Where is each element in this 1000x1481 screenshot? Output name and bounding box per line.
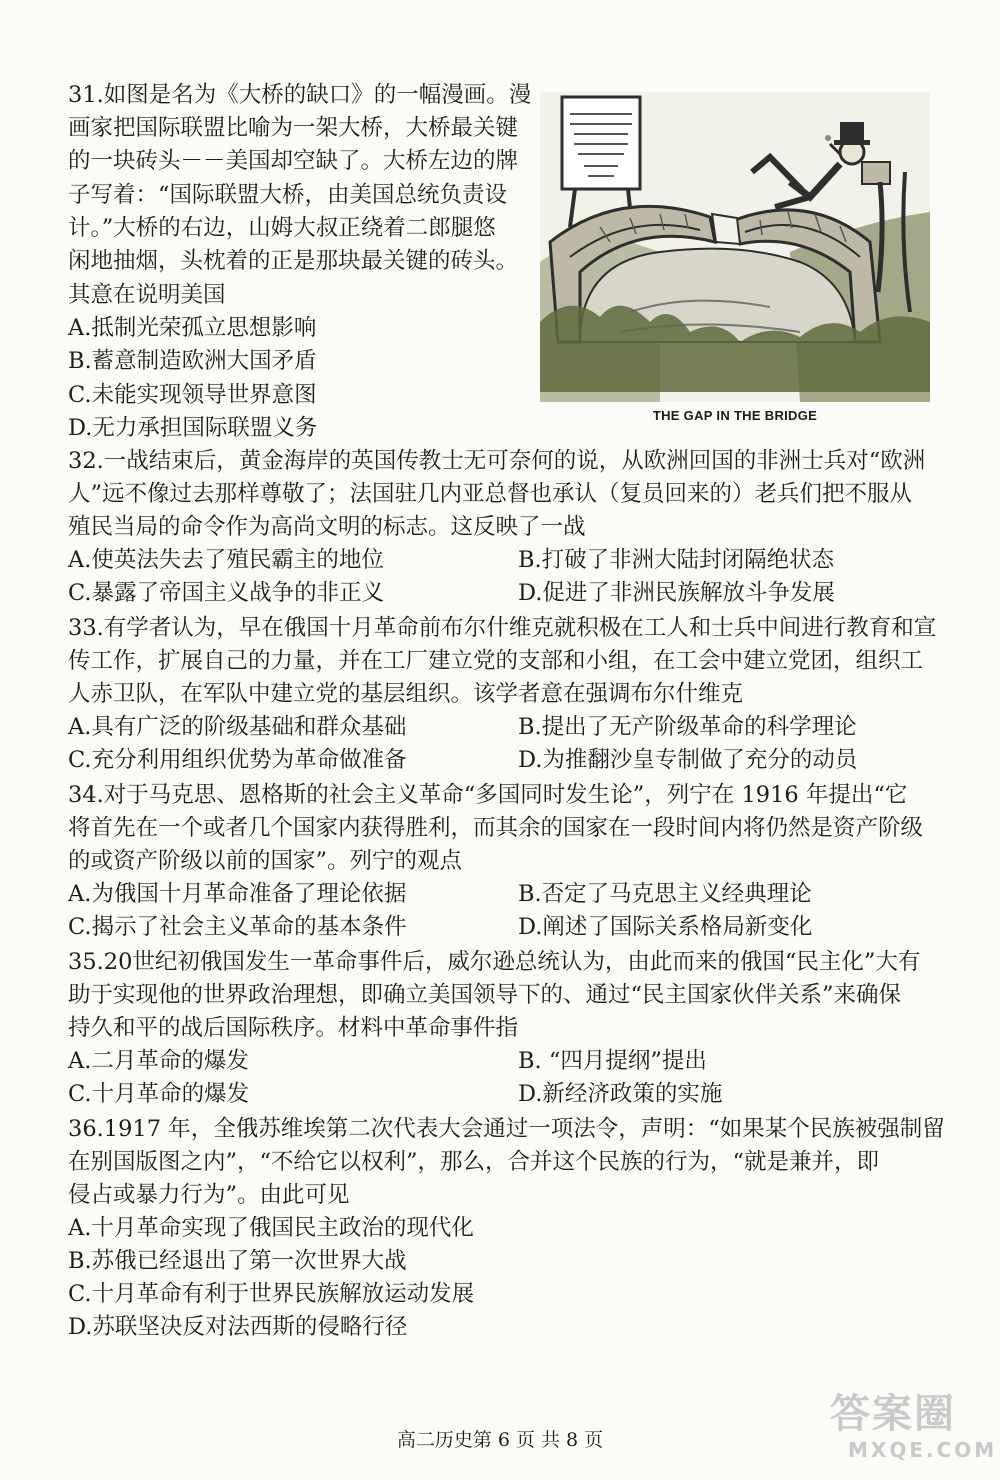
option-a: A.为俄国十月革命准备了理论依据 bbox=[68, 881, 407, 907]
option-d: D.促进了非洲民族解放斗争发展 bbox=[518, 580, 835, 606]
cartoon-gap-in-bridge bbox=[540, 92, 930, 437]
question-stem-line: 传工作，扩展自己的力量，并在工厂建立党的支部和小组，在工会中建立党团，组织工 bbox=[68, 648, 924, 674]
option-row bbox=[68, 1079, 723, 1109]
option-row bbox=[68, 712, 857, 742]
question-stem-line: 的或资产阶级以前的国家”。列宁的观点 bbox=[68, 848, 463, 874]
watermark-logo-text: 答案圈 bbox=[830, 1391, 956, 1437]
option-c: C.揭示了社会主义革命的基本条件 bbox=[68, 914, 407, 940]
question-stem-line: 子写着：“国际联盟大桥，由美国总统负责设 bbox=[68, 182, 508, 208]
option-b: B.否定了马克思主义经典理论 bbox=[518, 881, 812, 907]
question-stem-line: 助于实现他的世界政治理想，即确立美国领导下的、通过“民主国家伙伴关系”来确保 bbox=[68, 982, 902, 1008]
question-stem-line: 侵占或暴力行为”。由此可见 bbox=[68, 1182, 350, 1208]
option-a: A.抵制光荣孤立思想影响 bbox=[68, 315, 317, 341]
question-stem-line: 其意在说明美国 bbox=[68, 282, 226, 308]
question-stem-line: 35.20世纪初俄国发生一革命事件后，威尔逊总统认为，由此而来的俄国“民主化”大有 bbox=[68, 949, 921, 975]
question-stem-line: 33.有学者认为，早在俄国十月革命前布尔什维克就积极在工人和士兵中间进行教育和宣 bbox=[68, 615, 937, 641]
question-stem-line: 人”远不像过去那样尊敬了；法国驻几内亚总督也承认（复员回来的）老兵们把不服从 bbox=[68, 481, 913, 507]
option-row bbox=[68, 578, 835, 608]
option-c: C.未能实现领导世界意图 bbox=[68, 382, 317, 408]
option-b: B.蓄意制造欧洲大国矛盾 bbox=[68, 348, 317, 374]
cartoon-caption: THE GAP IN THE BRIDGE bbox=[652, 408, 818, 423]
option-c: C.充分利用组织优势为革命做准备 bbox=[68, 747, 407, 773]
option-b: B.提出了无产阶级革命的科学理论 bbox=[518, 714, 857, 740]
option-a: A.具有广泛的阶级基础和群众基础 bbox=[68, 714, 407, 740]
cartoon-illustration bbox=[540, 92, 930, 402]
option-c: C.暴露了帝国主义战争的非正义 bbox=[68, 580, 385, 606]
option-d: D.无力承担国际联盟义务 bbox=[68, 415, 318, 441]
option-a: A.十月革命实现了俄国民主政治的现代化 bbox=[68, 1215, 474, 1241]
option-row bbox=[68, 545, 835, 575]
watermark bbox=[830, 1390, 998, 1475]
option-c: C.十月革命有利于世界民族解放运动发展 bbox=[68, 1281, 475, 1307]
option-d: D.阐述了国际关系格局新变化 bbox=[518, 914, 813, 940]
option-row bbox=[68, 879, 812, 909]
question-stem-line: 人赤卫队，在军队中建立党的基层组织。该学者意在强调布尔什维克 bbox=[68, 681, 744, 707]
option-b: B.打破了非洲大陆封闭隔绝状态 bbox=[518, 547, 835, 573]
option-row bbox=[68, 745, 858, 775]
option-a: A.二月革命的爆发 bbox=[68, 1048, 249, 1074]
option-d: D.苏联坚决反对法西斯的侵略行径 bbox=[68, 1314, 408, 1340]
option-c: C.十月革命的爆发 bbox=[68, 1081, 250, 1107]
question-stem-line: 计。”大桥的右边，山姆大叔正绕着二郎腿悠 bbox=[68, 215, 496, 241]
question-stem-line: 34.对于马克思、恩格斯的社会主义革命“多国同时发生论”，列宁在 1916 年提出“它 bbox=[68, 782, 908, 808]
question-stem-line: 持久和平的战后国际秩序。材料中革命事件指 bbox=[68, 1015, 519, 1041]
question-stem-line: 在别国版图之内”，“不给它以权利”，那么，合并这个民族的行为，“就是兼并，即 bbox=[68, 1149, 880, 1175]
option-a: A.使英法失去了殖民霸主的地位 bbox=[68, 547, 384, 573]
option-b: B. “四月提纲”提出 bbox=[518, 1048, 707, 1074]
option-b: B.苏俄已经退出了第一次世界大战 bbox=[68, 1248, 407, 1274]
keystone-brick bbox=[862, 162, 890, 184]
option-row bbox=[68, 1046, 707, 1076]
question-stem-line: 的一块砖头－－美国却空缺了。大桥左边的牌 bbox=[68, 148, 519, 174]
bridge-gap bbox=[712, 214, 740, 244]
option-d: D.新经济政策的实施 bbox=[518, 1081, 723, 1107]
question-stem-line: 闲地抽烟，头枕着的正是那块最关键的砖头。 bbox=[68, 248, 519, 274]
question-stem-line: 36.1917 年，全俄苏维埃第二次代表大会通过一项法令，声明：“如果某个民族被强制留 bbox=[68, 1116, 945, 1142]
question-stem-line: 31.如图是名为《大桥的缺口》的一幅漫画。漫 bbox=[68, 82, 532, 108]
question-stem-line: 殖民当局的命令作为高尚文明的标志。这反映了一战 bbox=[68, 514, 586, 540]
question-stem-line: 将首先在一个或者几个国家内获得胜利，而其余的国家在一段时间内将仍然是资产阶级 bbox=[68, 815, 924, 841]
watermark-domain: MXQE.COM bbox=[848, 1438, 998, 1462]
option-d: D.为推翻沙皇专制做了充分的动员 bbox=[518, 747, 858, 773]
question-stem-line: 32.一战结束后，黄金海岸的英国传教士无可奈何的说，从欧洲回国的非洲士兵对“欧洲 bbox=[68, 448, 926, 474]
option-row bbox=[68, 912, 813, 942]
question-stem-line: 画家把国际联盟比喻为一架大桥，大桥最关键 bbox=[68, 115, 519, 141]
page-footer: 高二历史第 6 页 共 8 页 bbox=[396, 1429, 604, 1451]
